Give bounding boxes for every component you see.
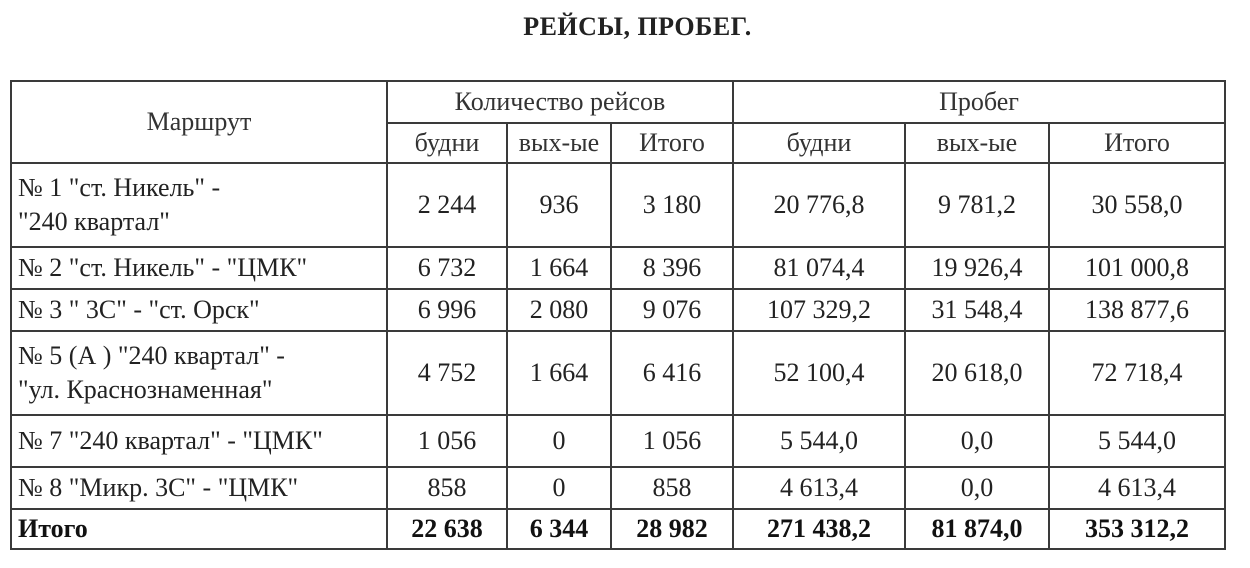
total-value-cell: 353 312,2 [1049,509,1225,549]
value-cell: 81 074,4 [733,247,905,289]
table-row [11,163,1225,247]
value-cell: 2 080 [507,289,611,331]
value-cell: 9 076 [611,289,733,331]
value-cell: 5 544,0 [1049,415,1225,467]
value-cell: 0,0 [905,415,1049,467]
total-value-cell: 22 638 [387,509,507,549]
value-cell: 1 056 [611,415,733,467]
value-cell: 20 618,0 [905,331,1049,415]
value-cell: 858 [611,467,733,509]
mileage-weekdays-header: будни [733,123,905,163]
route-cell [11,163,387,247]
mileage-weekends-header: вых-ые [905,123,1049,163]
value-cell: 107 329,2 [733,289,905,331]
page-title: РЕЙСЫ, ПРОБЕГ. [523,12,752,41]
value-cell: 5 544,0 [733,415,905,467]
value-cell: 31 548,4 [905,289,1049,331]
value-cell: 8 396 [611,247,733,289]
value-cell: 1 056 [387,415,507,467]
value-cell: 936 [507,163,611,247]
value-cell: 0 [507,415,611,467]
value-cell: 1 664 [507,247,611,289]
value-cell: 4 752 [387,331,507,415]
table-row [11,415,1225,467]
value-cell: 101 000,8 [1049,247,1225,289]
value-cell: 3 180 [611,163,733,247]
route-line: № 1 "ст. Никель" - [18,173,221,202]
trips-weekdays-header: будни [387,123,507,163]
route-cell [11,467,387,509]
total-row [11,509,1225,549]
mileage-header: Пробег [733,81,1225,123]
total-label: Итого [11,509,387,549]
value-cell: 2 244 [387,163,507,247]
route-line: № 2 "ст. Никель" - "ЦМК" [18,253,308,282]
route-line: № 3 " 3С" - "ст. Орск" [18,295,260,324]
trips-header: Количество рейсов [387,81,733,123]
route-cell [11,289,387,331]
route-cell [11,415,387,467]
value-cell: 0 [507,467,611,509]
table-row [11,467,1225,509]
total-value-cell: 28 982 [611,509,733,549]
value-cell: 20 776,8 [733,163,905,247]
route-cell [11,331,387,415]
route-cell [11,247,387,289]
route-line: № 8 "Микр. 3С" - "ЦМК" [18,473,299,502]
total-value-cell: 81 874,0 [905,509,1049,549]
route-header: Маршрут [11,81,387,163]
value-cell: 4 613,4 [1049,467,1225,509]
table-row [11,247,1225,289]
table-row [11,331,1225,415]
value-cell: 1 664 [507,331,611,415]
value-cell: 30 558,0 [1049,163,1225,247]
value-cell: 9 781,2 [905,163,1049,247]
table-row [11,289,1225,331]
total-value-cell: 271 438,2 [733,509,905,549]
trips-weekends-header: вых-ые [507,123,611,163]
trips-mileage-table [10,80,1226,550]
value-cell: 0,0 [905,467,1049,509]
value-cell: 19 926,4 [905,247,1049,289]
route-line: № 5 (А ) "240 квартал" - [18,341,285,370]
route-line: "ул. Краснознаменная" [18,375,273,404]
value-cell: 138 877,6 [1049,289,1225,331]
value-cell: 72 718,4 [1049,331,1225,415]
value-cell: 6 416 [611,331,733,415]
trips-total-header: Итого [611,123,733,163]
total-value-cell: 6 344 [507,509,611,549]
mileage-total-header: Итого [1049,123,1225,163]
route-line: № 7 "240 квартал" - "ЦМК" [18,426,323,455]
value-cell: 6 996 [387,289,507,331]
value-cell: 52 100,4 [733,331,905,415]
route-line: "240 квартал" [18,207,170,236]
value-cell: 858 [387,467,507,509]
value-cell: 4 613,4 [733,467,905,509]
value-cell: 6 732 [387,247,507,289]
